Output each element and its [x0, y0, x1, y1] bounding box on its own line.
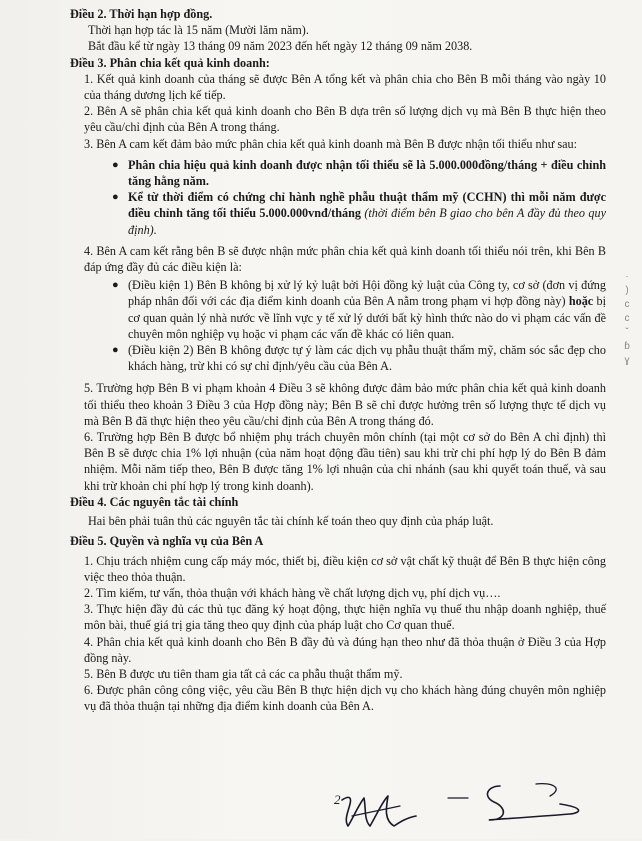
- dieu5-item-2: 2. Tìm kiếm, tư vấn, thỏa thuận với khách hàng về chất lượng dịch vụ, phí dịch vụ….: [84, 585, 501, 600]
- dieu5-heading: Điều 5. Quyền và nghĩa vụ của Bên A: [70, 534, 264, 549]
- edge-mark-icon: ɣ: [624, 355, 630, 366]
- handwritten-signature-icon: [440, 778, 590, 828]
- bullet-item: [70, 189, 606, 238]
- dieu3-item-3: 3. Bên A cam kết đảm bảo mức phân chia kết quả kinh doanh mà Bên B được nhận tối thiểu như sau:: [84, 136, 578, 151]
- bullet-text: Phân chia hiệu quả kinh doanh được nhận tối thiểu sẽ là 5.000.000đồng/tháng + điều chỉnh tăng hằng năm.: [128, 157, 606, 189]
- bullet-dot-icon: ●: [112, 191, 119, 204]
- dieu3-item-6: 6. Trường hợp Bên B được bổ nhiệm phụ trách chuyên môn chính (tại một cơ sở do Bên A chỉ định) thì Bên B sẽ được chia 1% lợi nhuận (của năm hoạt động đầu tiên) sau khi trừ chi phí hợp lý do Bên B đảm nhiệm. Mỗi năm tiếp theo, Bên B được tăng 1% lợi nhuận của chi nhánh (sau khi quyết toán thuế, và sau khi trừ khoản chi phí hợp lý trong kinh doanh).: [84, 430, 606, 493]
- bullet-text: (Điều kiện 1) Bên B không bị xử lý kỷ luật bởi Hội đồng kỷ luật của Công ty, cơ sở (đơn vị đứng pháp nhân đối với các địa điểm kinh doanh của Bên A nằm trong phạm vi hợp đồng này): [128, 278, 606, 309]
- edge-mark-icon: c: [624, 299, 630, 310]
- signature-initial-1: [330, 786, 420, 836]
- signature-number: 2: [334, 792, 341, 807]
- bullet-bold-word: hoặc: [568, 294, 594, 309]
- edge-mark-icon: ɓ: [624, 341, 630, 352]
- dieu4-text: Hai bên phải tuân thủ các nguyên tắc tài chính kế toán theo quy định của pháp luật.: [88, 514, 494, 529]
- bullet-item: [70, 277, 606, 342]
- bullet-italic-note: (thời điểm bên B giao cho bên A đầy đủ theo quy định).: [128, 206, 606, 237]
- dieu3-item3-bullets: [70, 157, 606, 238]
- dieu2-heading: Điều 2. Thời hạn hợp đồng.: [70, 7, 213, 21]
- edge-mark-icon: c: [624, 313, 630, 324]
- contract-body: [70, 6, 606, 715]
- bullet-text: (Điều kiện 2) Bên B không được tự ý làm các dịch vụ phẫu thuật thẩm mỹ, chăm sóc sắc đẹp cho khách hàng, trừ khi có sự chỉ định/yêu cầu của Bên A.: [128, 343, 606, 374]
- dieu5-item-5: 5. Bên B được ưu tiên tham gia tất cả các ca phẫu thuật thẩm mỹ.: [84, 666, 403, 681]
- edge-mark-icon: ): [625, 285, 629, 296]
- bullet-text-cont: bị cơ quan quản lý nhà nước về lĩnh vực y tế xử lý dưới bất kỳ hình thức nào do vi phạm các vấn đề chuyên môn nghiệp vụ hoặc vi phạm các vấn đề khác có liên quan.: [128, 294, 607, 341]
- dieu3-item-5: 5. Trường hợp Bên B vi phạm khoản 4 Điều 3 sẽ không được đảm bảo mức phân chia kết quả kinh doanh tối thiểu theo khoản 3 Điều 3 của Hợp đồng này; Bên B sẽ chỉ được hưởng trên số lượng thực tế dịch vụ mà Bên B đã thực hiện theo yêu cầu/chỉ định của Bên A trong tháng đó.: [84, 381, 606, 428]
- signature-initial-2: [440, 778, 590, 828]
- bullet-dot-icon: ●: [112, 158, 119, 171]
- bullet-item: [70, 157, 606, 189]
- dieu5-item-3: 3. Thực hiện đầy đủ các thủ tục đăng ký hoạt động, thực hiện nghĩa vụ thuế thu nhập doanh nghiệp, thuế môn bài, thuế giá trị gia tăng theo quy định của pháp luật cho Cơ quan thuế.: [84, 602, 606, 633]
- margin-edge-marks: [620, 270, 634, 368]
- bullet-dot-icon: ●: [112, 279, 119, 292]
- dieu3-item-1: 1. Kết quả kinh doanh của tháng sẽ được Bên A tổng kết và phân chia cho Bên B mỗi tháng vào ngày 10 của tháng dương lịch kế tiếp.: [84, 71, 606, 103]
- bullet-text: Kể từ thời điểm có chứng chỉ hành nghề phẫu thuật thẩm mỹ (CCHN) thì mỗi năm được điều chỉnh tăng tối thiểu 5.000.000vnđ/tháng: [128, 190, 606, 221]
- dieu2-line-2: Bắt đầu kể từ ngày 13 tháng 09 năm 2023 đến hết ngày 12 tháng 09 năm 2038.: [88, 39, 473, 54]
- dieu2-line-1: Thời hạn hợp tác là 15 năm (Mười lăm năm).: [88, 23, 309, 38]
- dieu5-item-4: 4. Phân chia kết quả kinh doanh cho Bên B đầy đủ và đúng hạn theo như đã thỏa thuận ở Điều 3 của Hợp đồng này.: [84, 634, 606, 665]
- edge-mark-icon: ˇ: [625, 327, 629, 338]
- dieu3-heading: Điều 3. Phân chia kết quả kinh doanh:: [70, 55, 270, 70]
- dieu3-item4-bullets: [70, 277, 606, 374]
- dieu3-item-4: 4. Bên A cam kết rằng bên B sẽ được nhận mức phân chia kết quả kinh doanh tối thiểu nói trên, khi Bên B đáp ứng đầy đủ các điều kiện là:: [84, 243, 606, 275]
- handwritten-signature-icon: [330, 786, 420, 836]
- dieu4-heading: Điều 4. Các nguyên tắc tài chính: [70, 494, 239, 509]
- bullet-item: [70, 342, 606, 374]
- dieu3-item-2: 2. Bên A sẽ phân chia kết quả kinh doanh cho Bên B dựa trên số lượng dịch vụ mà Bên B thực hiện theo yêu cầu/chỉ định của Bên A trong tháng.: [84, 104, 606, 135]
- bullet-dot-icon: ●: [112, 344, 119, 357]
- edge-mark-icon: ·: [625, 271, 629, 282]
- dieu5-item-1: 1. Chịu trách nhiệm cung cấp máy móc, thiết bị, điều kiện cơ sở vật chất kỹ thuật để Bên B thực hiện công việc theo thỏa thuận.: [84, 553, 606, 584]
- dieu5-item-6: 6. Được phân công công việc, yêu cầu Bên B thực hiện dịch vụ cho khách hàng đúng chuyên môn nghiệp vụ đã thỏa thuận tại những địa điểm kinh doanh của Bên A.: [84, 683, 606, 714]
